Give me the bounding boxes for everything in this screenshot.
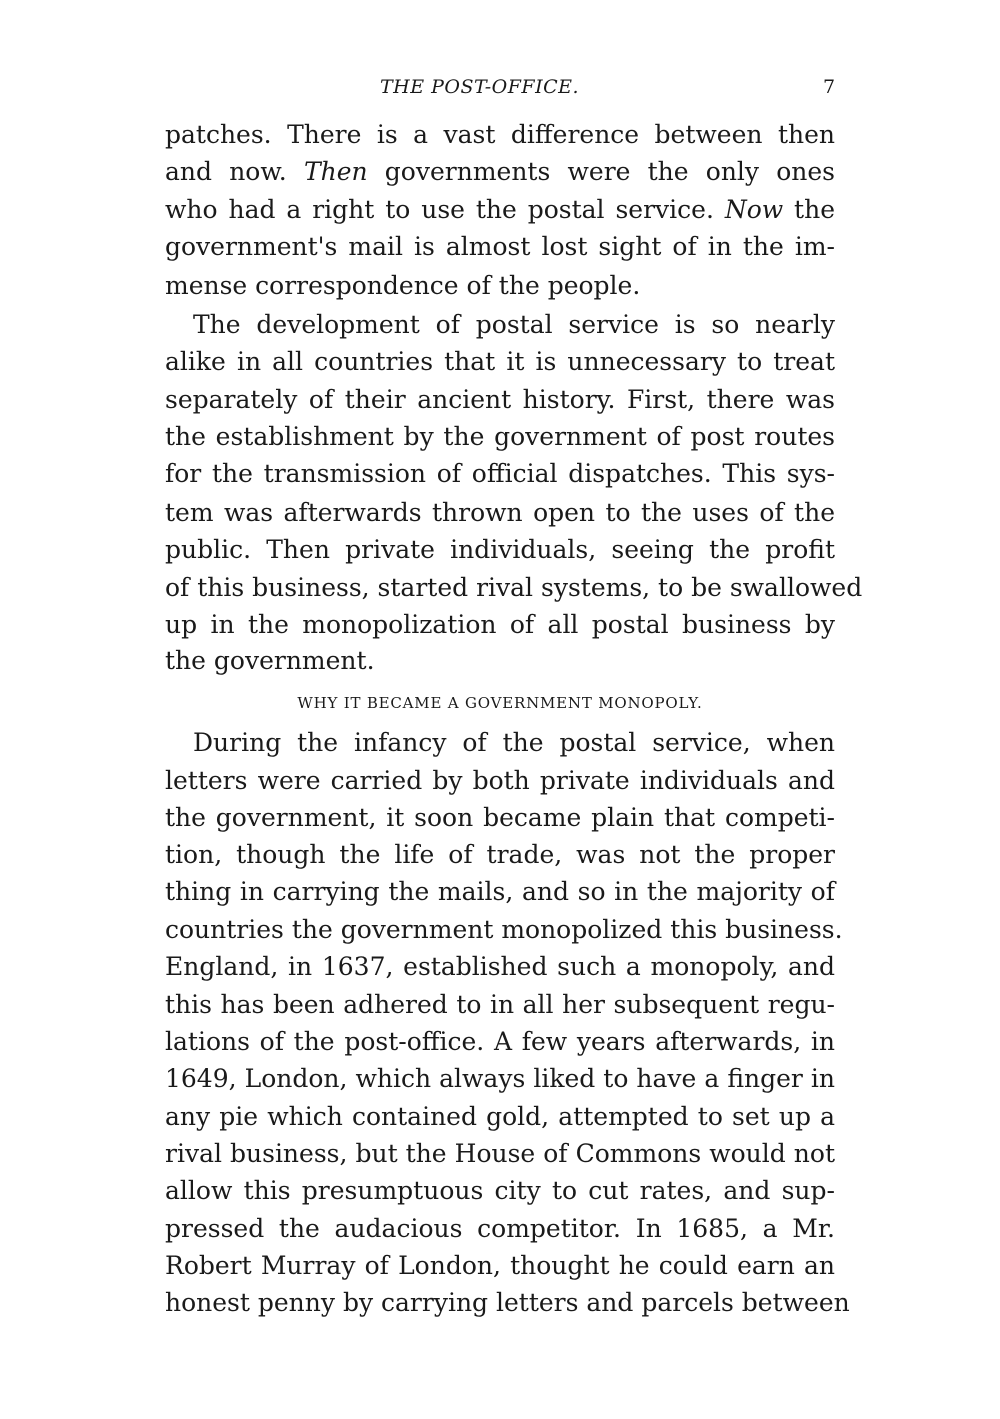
text-line: tion, though the life of trade, was not the proper bbox=[165, 840, 835, 869]
text-line: allow this presumptuous city to cut rates, and sup- bbox=[165, 1176, 835, 1205]
text-line: England, in 1637, established such a monopoly, and bbox=[165, 952, 835, 981]
text-line: patches. There is a vast difference between then bbox=[165, 120, 835, 149]
text-line: and now. Then governments were the only ones bbox=[165, 157, 836, 186]
text-line: The development of postal service is so nearly bbox=[193, 310, 835, 339]
text-line: the government, it soon became plain that competi- bbox=[165, 803, 835, 832]
text-line: alike in all countries that it is unnecessary to treat bbox=[165, 347, 835, 376]
text-line: countries the government monopolized this business. bbox=[165, 915, 843, 944]
text-line: of this business, started rival systems, to be swallowed bbox=[165, 573, 863, 602]
page-number: 7 bbox=[823, 76, 836, 98]
text-line: for the transmission of official dispatches. This sys- bbox=[165, 459, 835, 488]
section-heading: WHY IT BECAME A GOVERNMENT MONOPOLY. bbox=[297, 694, 703, 712]
text-line: public. Then private individuals, seeing the profit bbox=[165, 535, 835, 564]
text-line: the government. bbox=[165, 646, 375, 675]
text-line: who had a right to use the postal service. Now the bbox=[165, 195, 835, 224]
text-line: up in the monopolization of all postal business by bbox=[165, 610, 835, 639]
emphasis: Then bbox=[303, 157, 368, 186]
text-line: thing in carrying the mails, and so in the majority of bbox=[165, 877, 835, 906]
text-line: the establishment by the government of post routes bbox=[165, 422, 835, 451]
text-line: mense correspondence of the people. bbox=[165, 271, 641, 300]
text-line: lations of the post-office. A few years afterwards, in bbox=[165, 1027, 835, 1056]
text-line: honest penny by carrying letters and parcels between bbox=[165, 1288, 850, 1317]
text-line: this has been adhered to in all her subsequent regu- bbox=[165, 990, 835, 1019]
text-line: letters were carried by both private individuals and bbox=[165, 766, 835, 795]
text-line: any pie which contained gold, attempted to set up a bbox=[165, 1102, 835, 1131]
text-line: rival business, but the House of Commons would not bbox=[165, 1139, 835, 1168]
text-line: government's mail is almost lost sight of in the im- bbox=[165, 232, 835, 261]
text-line: 1649, London, which always liked to have a finger in bbox=[165, 1064, 835, 1093]
text-line: During the infancy of the postal service, when bbox=[193, 728, 835, 757]
text-line: separately of their ancient history. First, there was bbox=[165, 385, 835, 414]
text-line: tem was afterwards thrown open to the uses of the bbox=[165, 498, 835, 527]
text-line: pressed the audacious competitor. In 1685, a Mr. bbox=[165, 1214, 835, 1243]
emphasis: Now bbox=[724, 195, 784, 224]
text-line: Robert Murray of London, thought he could earn an bbox=[165, 1251, 835, 1280]
running-title: THE POST-OFFICE. bbox=[380, 76, 580, 98]
